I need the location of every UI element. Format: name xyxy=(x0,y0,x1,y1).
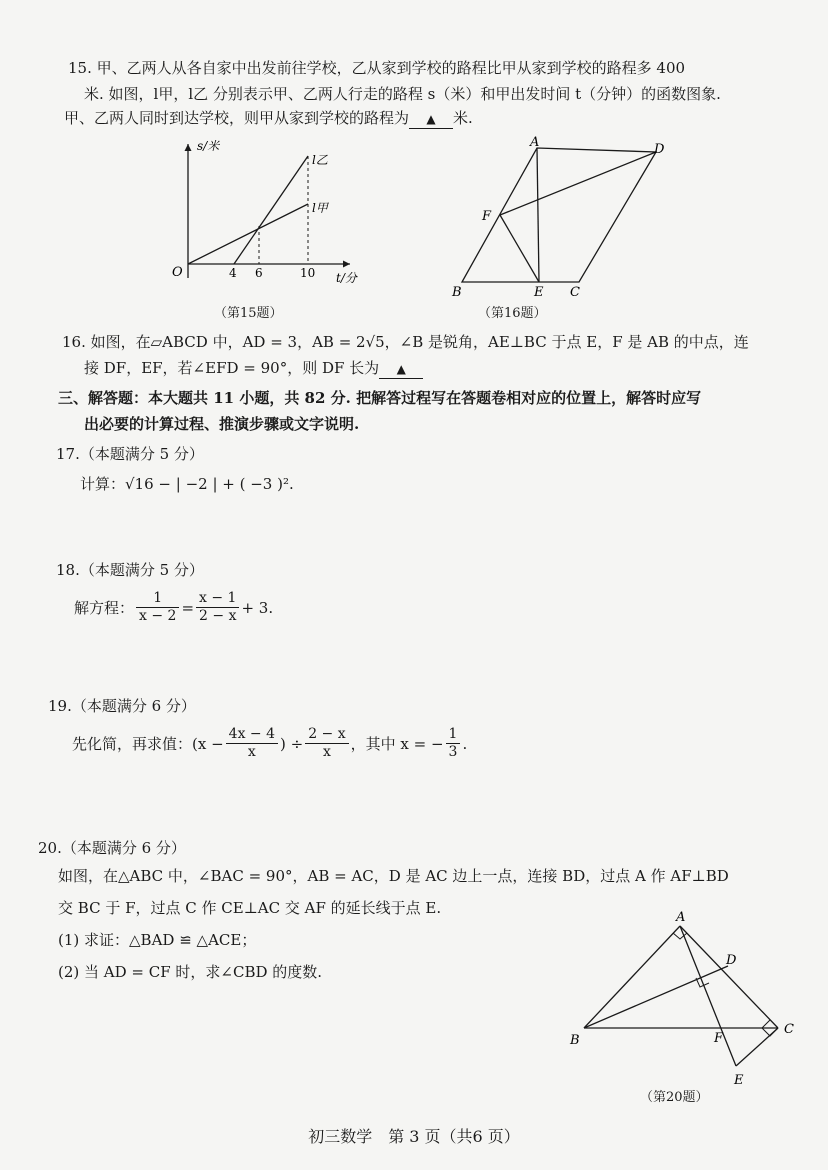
y-axis-label: s/米 xyxy=(197,139,220,153)
q19-fraction-1 xyxy=(226,726,278,761)
q20-header: 20.（本题满分 6 分） xyxy=(38,839,186,857)
q15-graph xyxy=(150,138,380,298)
q20-figure xyxy=(566,906,806,1096)
q16-line1: 16. 如图，在▱ABCD 中，AD = 3，AB = 2√5，∠B 是锐角，AE⊥BC 于点 E，F 是 AB 的中点，连 xyxy=(62,333,749,351)
q16-line2 xyxy=(84,358,423,379)
q19-prefix: 先化简，再求值：(x − xyxy=(72,735,224,753)
q15-caption: （第15题） xyxy=(214,306,283,321)
origin-label: O xyxy=(172,265,183,280)
tick-4: 4 xyxy=(229,266,237,280)
q16-label-D: D xyxy=(654,142,665,157)
line-yi-label: l乙 xyxy=(312,153,328,167)
q16-figure xyxy=(440,134,690,300)
q16-label-F: F xyxy=(482,209,492,224)
frac-denominator: 2 − x xyxy=(199,608,237,624)
frac-numerator: 1 xyxy=(136,590,179,608)
q19-header: 19.（本题满分 6 分） xyxy=(48,697,196,715)
q20-part1: (1) 求证：△BAD ≌ △ACE； xyxy=(58,931,257,949)
q18-header: 18.（本题满分 5 分） xyxy=(56,561,204,579)
answer-blank xyxy=(409,112,453,129)
q15-line1: 15. 甲、乙两人从各自家中出发前往学校，乙从家到学校的路程比甲从家到学校的路程多 400 xyxy=(68,59,686,77)
q16-label-E: E xyxy=(534,285,544,300)
q15-line3-unit: 米. xyxy=(453,109,473,127)
q16-line2-text: 接 DF，EF，若∠EFD = 90°，则 DF 长为 xyxy=(84,359,380,377)
frac-numerator: 4x − 4 xyxy=(226,726,278,744)
frac-denominator: x xyxy=(322,744,331,760)
q15-line2: 米. 如图，l甲，l乙 分别表示甲、乙两人行走的路程 s（米）和甲出发时间 t（分钟）的函数图象. xyxy=(84,85,721,103)
q16-label-B: B xyxy=(452,285,462,300)
q19-expression xyxy=(72,726,467,761)
q15-line3 xyxy=(64,108,473,129)
q16-label-C: C xyxy=(570,285,580,300)
q18-equation xyxy=(74,590,273,625)
x-axis-label: t/分 xyxy=(336,271,357,285)
q18-suffix: + 3. xyxy=(241,598,274,617)
q15-line3-text: 甲、乙两人同时到达学校，则甲从家到学校的路程为 xyxy=(64,109,410,127)
frac-denominator: x xyxy=(247,744,256,760)
section3-line2: 出必要的计算过程、推演步骤或文字说明. xyxy=(84,415,360,433)
q18-fraction-1 xyxy=(136,590,179,625)
q20-line1: 如图，在△ABC 中，∠BAC = 90°，AB = AC，D 是 AC 边上一点，连接 BD，过点 A 作 AF⊥BD xyxy=(58,867,729,885)
page-footer: 初三数学 第 3 页（共6 页） xyxy=(308,1127,520,1146)
q20-label-F: F xyxy=(714,1031,724,1046)
q20-label-A: A xyxy=(676,910,686,925)
q20-part2: (2) 当 AD = CF 时，求∠CBD 的度数. xyxy=(58,963,323,981)
q16-caption: （第16题） xyxy=(478,306,547,321)
section3-line1: 三、解答题：本大题共 11 小题，共 82 分. 把解答过程写在答题卷相对应的位置上，解答时应写 xyxy=(58,389,702,407)
tick-6: 6 xyxy=(255,266,263,280)
q18-fraction-2 xyxy=(196,590,239,625)
blank-triangle-mark: ▲ xyxy=(396,362,406,376)
q20-label-E: E xyxy=(734,1073,744,1088)
q20-label-C: C xyxy=(784,1022,794,1037)
q18-prefix: 解方程： xyxy=(74,599,135,617)
q16-label-A: A xyxy=(530,135,540,150)
frac-numerator: x − 1 xyxy=(196,590,239,608)
blank-triangle-mark: ▲ xyxy=(426,112,436,126)
line-jia-label: l甲 xyxy=(312,201,328,215)
frac-numerator: 1 xyxy=(446,726,461,744)
q20-caption: （第20题） xyxy=(640,1090,709,1105)
q19-end: . xyxy=(462,734,468,753)
q20-line2: 交 BC 于 F，过点 C 作 CE⊥AC 交 AF 的延长线于点 E. xyxy=(58,899,442,917)
q17-header: 17.（本题满分 5 分） xyxy=(56,445,204,463)
q18-equals: = xyxy=(181,598,195,617)
tick-10: 10 xyxy=(300,266,316,280)
q19-tail: ，其中 x = − xyxy=(350,735,444,753)
frac-numerator: 2 − x xyxy=(305,726,348,744)
q19-fraction-2 xyxy=(305,726,348,761)
q19-fraction-3 xyxy=(446,726,461,761)
frac-denominator: 3 xyxy=(448,744,458,760)
q20-label-D: D xyxy=(726,953,737,968)
q19-mid: ) ÷ xyxy=(280,734,304,753)
q20-label-B: B xyxy=(570,1033,580,1048)
frac-denominator: x − 2 xyxy=(139,608,177,624)
q17-body: 计算：√16 − | −2 | + ( −3 )². xyxy=(80,475,294,493)
answer-blank xyxy=(379,362,423,379)
